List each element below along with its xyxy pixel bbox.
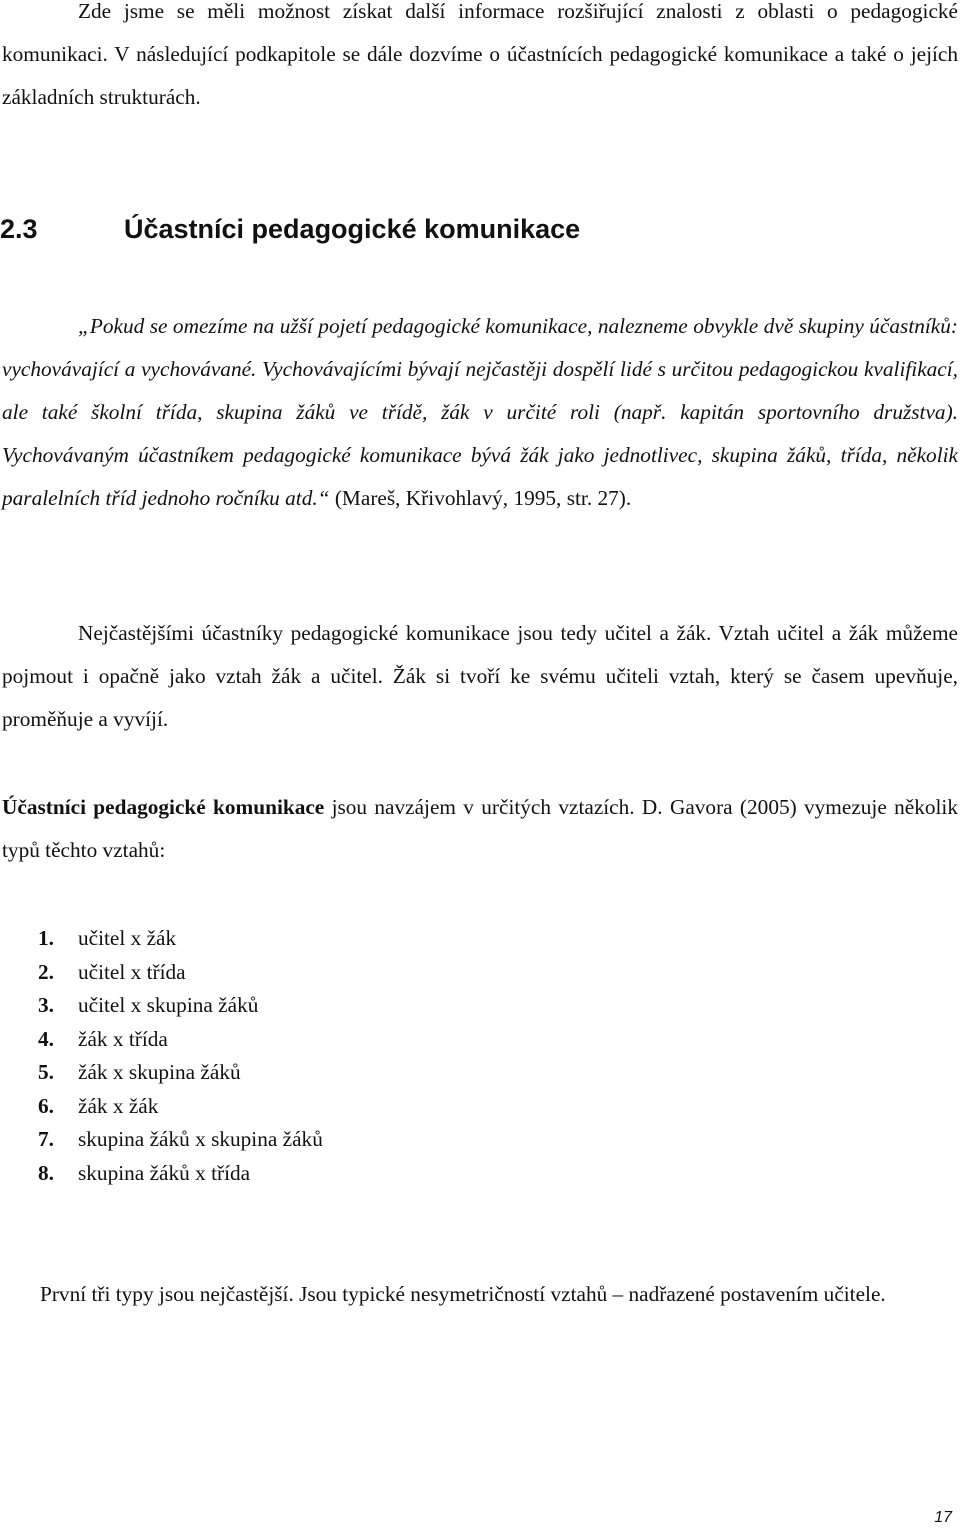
section-title: Účastníci pedagogické komunikace	[124, 214, 581, 244]
list-item-number: 4.	[38, 1026, 54, 1051]
list-item-number: 3.	[38, 993, 54, 1017]
list-item-label: učitel x žák	[78, 926, 177, 950]
list-item	[38, 1090, 323, 1124]
list-item	[38, 1123, 323, 1157]
list-item	[38, 989, 323, 1023]
list-item	[38, 1056, 323, 1090]
relations-intro-bold: Účastníci pedagogické komunikace	[2, 795, 325, 819]
list-item-number: 6.	[38, 1093, 54, 1118]
list-item-number: 8.	[38, 1160, 54, 1185]
list-item-label: žák x třída	[78, 1026, 168, 1051]
participants-paragraph	[2, 612, 958, 741]
list-item	[38, 1023, 323, 1057]
list-item-label: učitel x třída	[78, 959, 186, 984]
list-item-label: skupina žáků x skupina žáků	[78, 1127, 323, 1151]
list-item-number: 1.	[38, 926, 54, 950]
list-item-number: 7.	[38, 1127, 54, 1151]
intro-text: Zde jsme se měli možnost získat další informace rozšiřující znalosti z oblasti o pedagogické komunikaci. V následující podkapitole se dále dozvíme o účastnících pedagogické komunikace a také o jejích základních strukturách.	[2, 0, 958, 109]
relations-intro-paragraph	[2, 786, 958, 872]
relations-list	[38, 922, 323, 1190]
quote-citation: (Mareš, Křivohlavý, 1995, str. 27).	[329, 486, 632, 510]
closing-text: První tři typy jsou nejčastější. Jsou typické nesymetričností vztahů – nadřazené postavením učitele.	[40, 1282, 886, 1306]
quote-text: „Pokud se omezíme na užší pojetí pedagogické komunikace, nalezneme obvykle dvě skupiny účastníků: vychovávající a vychovávané. Vychovávajícími bývají nejčastěji dospělí lidé s určitou pedagogickou kvalifikací, ale také školní třída, skupina žáků ve třídě, žák v určité roli (např. kapitán sportovního družstva). Vychovávaným účastníkem pedagogické komunikace bývá žák jako jednotlivec, skupina žáků, třída, několik paralelních tříd jednoho ročníku atd.“	[2, 314, 958, 510]
list-item-label: učitel x skupina žáků	[78, 993, 259, 1017]
list-item-number: 5.	[38, 1060, 54, 1084]
participants-text: Nejčastějšími účastníky pedagogické komunikace jsou tedy učitel a žák. Vztah učitel a žák můžeme pojmout i opačně jako vztah žák a učitel. Žák si tvoří ke svému učiteli vztah, který se časem upevňuje, proměňuje a vyvíjí.	[2, 621, 958, 731]
quote-paragraph	[2, 305, 958, 520]
section-heading	[0, 205, 580, 253]
closing-paragraph	[2, 1273, 958, 1316]
list-item-label: žák x skupina žáků	[78, 1060, 241, 1084]
list-item	[38, 956, 323, 990]
list-item-number: 2.	[38, 959, 54, 984]
relations-intro-text: jsou navzájem v určitých vztazích. D. Gavora (2005) vymezuje několik typů těchto vztahů:	[2, 795, 958, 862]
page-number: 17	[934, 1509, 952, 1526]
intro-paragraph	[2, 0, 958, 119]
list-item-label: skupina žáků x třída	[78, 1160, 251, 1185]
list-item	[38, 922, 323, 956]
list-item-label: žák x žák	[78, 1093, 159, 1118]
section-number: 2.3	[0, 214, 38, 244]
list-item	[38, 1157, 323, 1191]
